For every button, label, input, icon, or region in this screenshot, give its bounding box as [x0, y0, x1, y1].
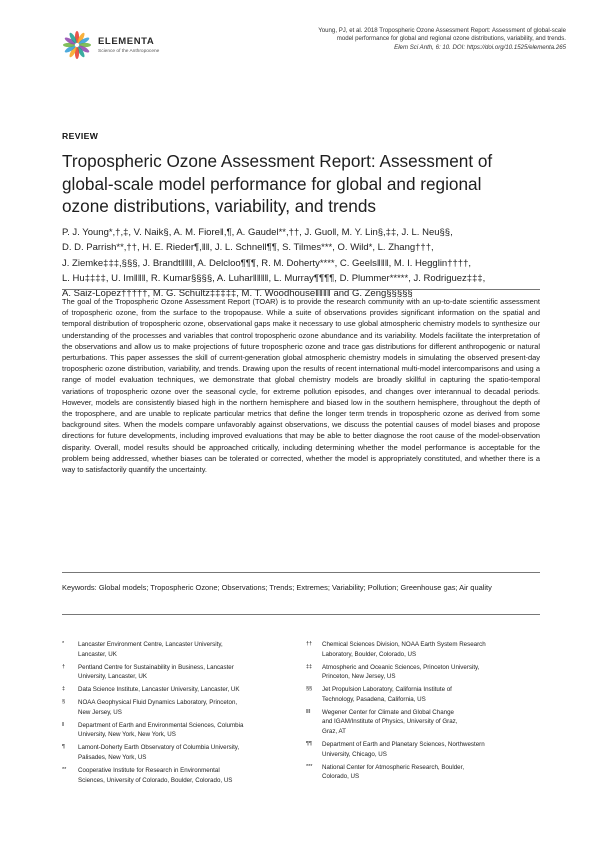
- author-line: L. Hu‡‡‡‡, U. Im‖‖‖, R. Kumar§§§§, A. Luhar‖‖‖‖, L. Murray¶¶¶¶, D. Plummer*****, J. Rodriguez‡‡‡,: [62, 272, 486, 284]
- affiliation-marker: §: [62, 699, 66, 706]
- journal-brand-name: ELEMENTA: [98, 36, 155, 47]
- affiliation-marker: ***: [306, 763, 313, 770]
- affiliation-line: Department of Earth and Environmental Sciences, Columbia: [78, 721, 244, 729]
- affiliation-line: Cooperative Institute for Research in Environmental: [78, 767, 220, 774]
- affiliation-marker: ‖‖: [306, 708, 311, 715]
- affiliation-line: New Jersey, US: [78, 708, 122, 716]
- journal-tagline: Science of the Anthropocene: [98, 49, 160, 54]
- keywords: [62, 582, 540, 593]
- affiliation-marker: †: [62, 663, 66, 670]
- affiliation-line: Lamont-Doherty Earth Observatory of Columbia University,: [78, 744, 240, 752]
- divider-bottom: [62, 614, 540, 615]
- citation-line: model performance for global and regional ozone distributions, variability, and trends.: [336, 35, 566, 43]
- section-label: REVIEW: [62, 131, 99, 141]
- affiliation-marker: ¶: [62, 744, 65, 751]
- affiliation-marker: ‖: [62, 721, 65, 728]
- title-line: ozone distributions, variability, and trends: [62, 196, 376, 217]
- affiliation-marker: §§: [306, 686, 313, 693]
- keywords-text: Global models; Tropospheric Ozone; Observations; Trends; Extremes; Variability; Pollution; Greenhouse gas; Air quality: [98, 583, 492, 592]
- citation-line: Elem Sci Anth, 6: 10. DOI: https://doi.org/10.1525/elementa.265: [394, 43, 566, 51]
- affiliation-marker: ¶¶: [306, 741, 312, 747]
- citation-line: Young, PJ, et al. 2018 Tropospheric Ozone Assessment Report: Assessment of global-scale: [318, 27, 566, 34]
- affiliation-line: Pentland Centre for Sustainability in Business, Lancaster: [78, 663, 234, 671]
- author-list: [62, 225, 562, 301]
- keywords-label: Keywords:: [62, 583, 97, 592]
- title-line: Tropospheric Ozone Assessment Report: Assessment of: [62, 151, 493, 171]
- affiliation-line: University, Chicago, US: [322, 750, 387, 758]
- affiliation-line: Sciences, University of Colorado, Boulder, Colorado, US: [78, 776, 233, 784]
- citation-block: [290, 27, 566, 52]
- affiliation-line: Technology, Pasadena, California, US: [322, 695, 426, 703]
- affiliation-line: Lancaster Environment Centre, Lancaster University,: [78, 641, 223, 648]
- affiliation-marker: ††: [306, 641, 313, 647]
- affiliation-line: Data Science Institute, Lancaster University, Lancaster, UK: [78, 686, 240, 694]
- affiliation-line: Colorado, US: [322, 773, 360, 781]
- affiliation-line: Princeton, New Jersey, US: [322, 673, 396, 681]
- affiliation-line: Palisades, New York, US: [78, 753, 147, 761]
- affiliation-line: National Center for Atmospheric Research, Boulder,: [322, 763, 465, 771]
- affiliation-line: University, Lancaster, UK: [78, 673, 148, 681]
- affiliation-line: Department of Earth and Planetary Sciences, Northwestern: [322, 741, 485, 748]
- author-line: J. Ziemke‡‡‡,§§§, J. Brandt‖‖‖, A. Delcloo¶¶¶, R. M. Doherty****, C. Geels‖‖‖, M. I. Hegglin††††,: [62, 257, 471, 269]
- divider-top: [62, 289, 540, 290]
- elementa-logo: [62, 30, 202, 66]
- affiliation-line: University, New York, New York, US: [78, 731, 176, 739]
- affiliation-line: Laboratory, Boulder, Colorado, US: [322, 650, 417, 658]
- divider-middle: [62, 572, 540, 573]
- title-line: global-scale model performance for global and regional: [62, 173, 482, 194]
- affiliation-line: Wegener Center for Climate and Global Change: [322, 708, 454, 716]
- affiliation-line: Chemical Sciences Division, NOAA Earth System Research: [322, 641, 486, 648]
- article-title: [62, 150, 542, 218]
- abstract-text: The goal of the Tropospheric Ozone Assessment Report (TOAR) is to provide the research community with an up-to-date scientific assessment of tropospheric ozone, from the surface to the tropopause. While a suite of observations provides significant information on the spatial and temporal distribution of tropospheric ozone, observational gaps make it necessary to use global atmospheric chemistry models to synthesize our understanding of the processes and variables that control tropospheric ozone abundance and its variability. Models facilitate the interpretation of the observations and allow us to make projections of future tropospheric ozone and trace gas distributions for different anthropogenic or natural perturbations. This paper assesses the skill of current-generation global atmospheric chemistry models in simulating the observed present-day tropospheric ozone distribution, variability, and trends. Drawing upon the results of recent international multi-model intercomparisons and using a range of model evaluation techniques, we demonstrate that global chemistry models are broadly skillful in capturing the spatio-temporal variations of tropospheric ozone over the seasonal cycle, for extreme pollution episodes, and changes over interannual to decadal periods. However, models are consistently biased high in the northern hemisphere and biased low in the southern hemisphere, throughout the depth of the troposphere, and are unable to replicate particular metrics that define the longer term trends in tropospheric ozone as derived from some background sites. When the models compare unfavorably against observations, we discuss the potential causes of model biases and propose directions for future developments, including improved evaluations that may be able to better diagnose the root cause of the model-observation disparity. Overall, model results should be approached critically, including determining whether the model performance is acceptable for the problem being addressed, whether biases can be tolerated or corrected, whether the model is appropriately constituted, and whether there is a way to satisfactorily quantify the uncertainty.: [62, 297, 540, 475]
- affiliation-marker: ‡: [62, 686, 66, 693]
- elementa-logo-mark: [62, 30, 92, 60]
- affiliation-marker: ‡‡: [306, 663, 313, 670]
- affiliation-line: Jet Propulsion Laboratory, California Institute of: [322, 686, 452, 694]
- affiliation-line: Atmospheric and Oceanic Sciences, Princeton University,: [322, 663, 480, 671]
- affiliation-line: Lancaster, UK: [78, 650, 117, 658]
- affiliation-line: NOAA Geophysical Fluid Dynamics Laboratory, Princeton,: [78, 699, 238, 707]
- affiliation-line: and IGAM/Institute of Physics, University of Graz,: [322, 718, 458, 726]
- author-line: A. Saiz-Lopez†††††, M. G. Schultz‡‡‡‡‡, M. T. Woodhouse‖‖‖‖ and G. Zeng§§§§§: [62, 288, 413, 300]
- author-line: D. D. Parrish**,††, H. E. Rieder¶,‖‖, J. L. Schnell¶¶, S. Tilmes***, O. Wild*, L. Zhang†††,: [62, 242, 434, 254]
- affiliation-marker: *: [62, 641, 65, 647]
- affiliation-line: Graz, AT: [322, 727, 346, 735]
- affiliation-marker: **: [62, 767, 67, 773]
- author-line: P. J. Young*,†,‡, V. Naik§, A. M. Fiore‖,¶, A. Gaudel**,††, J. Guo‖, M. Y. Lin§,‡‡, J. L. Neu§§,: [62, 227, 453, 238]
